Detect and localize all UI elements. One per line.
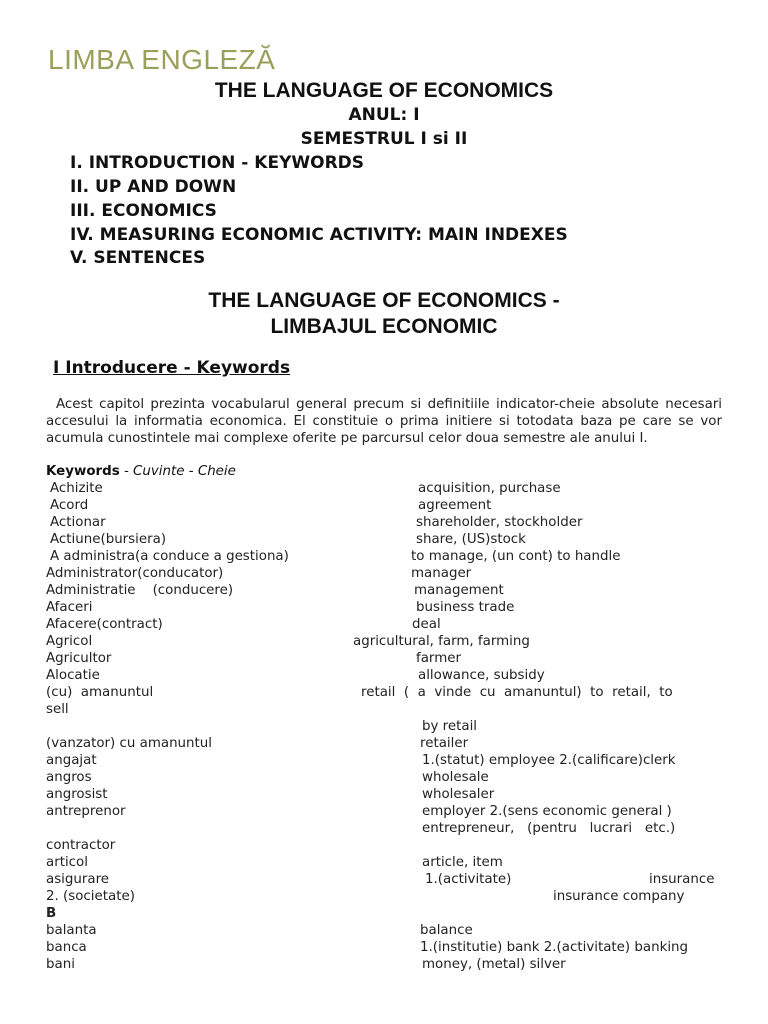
glossary-ro-asigurare: asigurare xyxy=(46,872,110,887)
glossary-ro-acord: Acord xyxy=(50,498,89,513)
glossary-ro-antreprenor: antreprenor xyxy=(46,804,126,819)
glossary-ro-angros: angros xyxy=(46,770,92,785)
glossary-ro-angajat: angajat xyxy=(46,753,97,768)
toc-item-3: III. ECONOMICS xyxy=(70,201,217,221)
glossary-en-antreprenor: employer 2.(sens economic general ) xyxy=(422,804,672,819)
document-subtitle: THE LANGUAGE OF ECONOMICS xyxy=(214,79,554,102)
glossary-ro-banca: banca xyxy=(46,940,87,955)
glossary-en-administrator: manager xyxy=(411,566,472,581)
section-title-line2: LIMBAJUL ECONOMIC xyxy=(270,315,498,338)
keywords-translation: Cuvinte - Cheie xyxy=(133,464,236,479)
toc-item-4: IV. MEASURING ECONOMIC ACTIVITY: MAIN INDEXES xyxy=(70,225,568,245)
semester-label: SEMESTRUL I si II xyxy=(300,129,468,149)
keywords-heading xyxy=(46,464,236,479)
glossary-en-angros: wholesale xyxy=(422,770,489,785)
glossary-ro-articol: articol xyxy=(46,855,88,870)
chapter-heading: I Introducere - Keywords xyxy=(53,358,291,378)
glossary-en-asigurare-3: insurance company xyxy=(553,889,685,904)
glossary-en-amanuntul-cont1: sell xyxy=(46,702,69,717)
glossary-ro-amanuntul: (cu) amanuntul xyxy=(46,685,154,700)
glossary-ro-administratie: Administratie (conducere) xyxy=(46,583,234,598)
glossary-en-amanuntul: retail ( a vinde cu amanuntul) to retail, to xyxy=(361,685,673,700)
section-title-line1: THE LANGUAGE OF ECONOMICS - xyxy=(208,289,560,312)
letter-heading-b: B xyxy=(46,906,57,921)
document-title: LIMBA ENGLEZĂ xyxy=(48,44,276,75)
toc-item-5: V. SENTENCES xyxy=(70,248,206,268)
keywords-dash: - xyxy=(119,464,134,479)
glossary-en-angrosist: wholesaler xyxy=(422,787,495,802)
glossary-en-administratie: management xyxy=(414,583,504,598)
year-label: ANUL: I xyxy=(348,105,420,125)
glossary-en-articol: article, item xyxy=(422,855,503,870)
glossary-en-amanuntul-cont2: by retail xyxy=(422,719,478,734)
glossary-ro-vanzator: (vanzator) cu amanuntul xyxy=(46,736,212,751)
glossary-ro-achizite: Achizite xyxy=(50,481,103,496)
glossary-ro-agricol: Agricol xyxy=(46,634,93,649)
glossary-en-antreprenor-2: entrepreneur, (pentru lucrari etc.) xyxy=(422,821,676,836)
glossary-en-banca: 1.(institutie) bank 2.(activitate) banking xyxy=(420,940,689,955)
glossary-en-agricol: agricultural, farm, farming xyxy=(353,634,530,649)
keywords-label: Keywords xyxy=(46,464,120,479)
glossary-ro-balanta: balanta xyxy=(46,923,97,938)
glossary-en-antreprenor-cont: contractor xyxy=(46,838,116,853)
glossary-ro-angrosist: angrosist xyxy=(46,787,108,802)
glossary-en-angajat: 1.(statut) employee 2.(calificare)clerk xyxy=(422,753,676,768)
glossary-en-acord: agreement xyxy=(418,498,492,513)
glossary-en-bani: money, (metal) silver xyxy=(422,957,566,972)
glossary-en-alocatie: allowance, subsidy xyxy=(418,668,545,683)
glossary-ro-asigurare-2: 2. (societate) xyxy=(46,889,135,904)
glossary-en-actiune: share, (US)stock xyxy=(416,532,526,547)
toc-item-1: I. INTRODUCTION - KEYWORDS xyxy=(70,153,365,173)
glossary-en-afacere: deal xyxy=(412,617,441,632)
glossary-ro-actiune: Actiune(bursiera) xyxy=(50,532,167,547)
glossary-en-asigurare-1: 1.(activitate) xyxy=(425,872,512,887)
glossary-ro-administra: A administra(a conduce a gestiona) xyxy=(50,549,289,564)
glossary-en-balanta: balance xyxy=(420,923,473,938)
intro-paragraph xyxy=(46,397,722,448)
glossary-en-vanzator: retailer xyxy=(420,736,469,751)
glossary-ro-administrator: Administrator(conducator) xyxy=(46,566,224,581)
glossary-ro-alocatie: Alocatie xyxy=(46,668,100,683)
intro-paragraph-text: Acest capitol prezinta vocabularul general precum si definitiile indicator-cheie absolute necesari accesului la informatia economica. El constituie o prima initiere si totodata baza pe care se vor acumula cunostintele mai complexe oferite pe parcursul celor doua semestre ale anului I. xyxy=(46,397,722,446)
glossary-en-administra: to manage, (un cont) to handle xyxy=(411,549,621,564)
glossary-en-asigurare-2: insurance xyxy=(649,872,715,887)
glossary-en-afaceri: business trade xyxy=(416,600,515,615)
glossary-ro-afaceri: Afaceri xyxy=(46,600,93,615)
glossary-en-achizite: acquisition, purchase xyxy=(418,481,561,496)
glossary-ro-afacere: Afacere(contract) xyxy=(46,617,163,632)
glossary-ro-bani: bani xyxy=(46,957,75,972)
glossary-en-actionar: shareholder, stockholder xyxy=(416,515,583,530)
toc-item-2: II. UP AND DOWN xyxy=(70,177,237,197)
glossary-ro-actionar: Actionar xyxy=(50,515,106,530)
glossary-ro-agricultor: Agricultor xyxy=(46,651,112,666)
glossary-en-agricultor: farmer xyxy=(416,651,461,666)
